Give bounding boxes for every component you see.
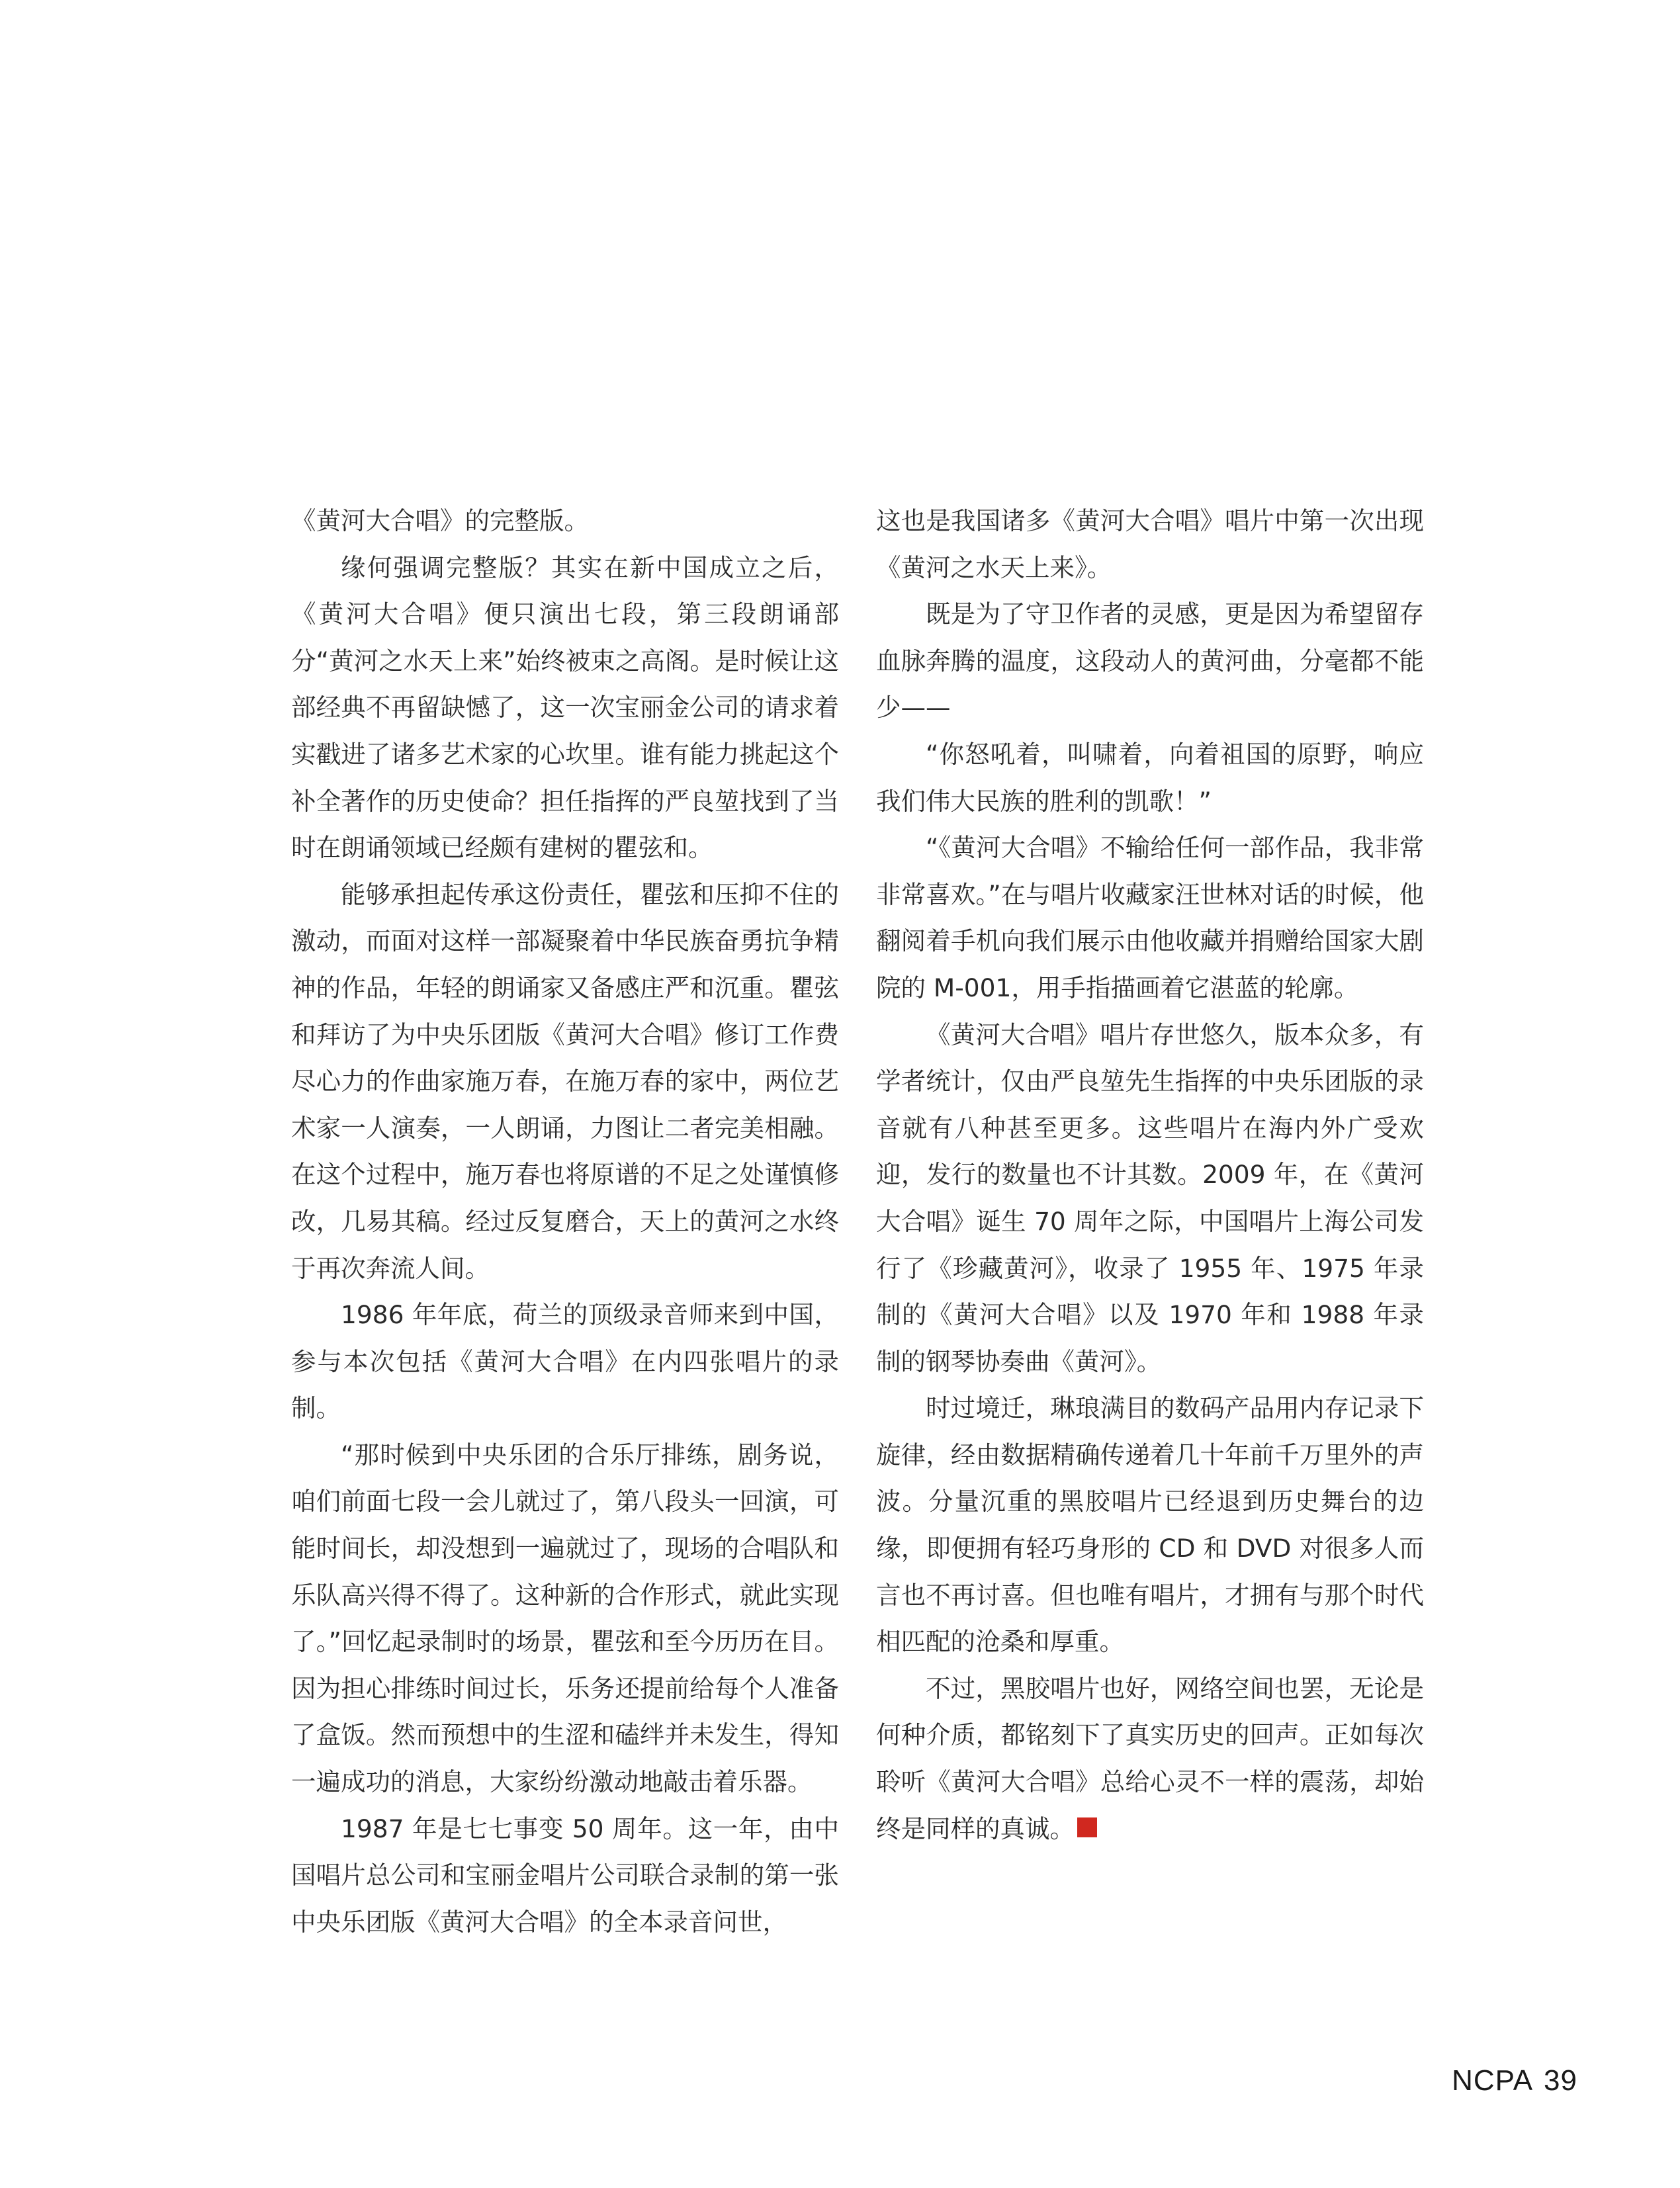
left-column <box>291 498 839 1945</box>
ncpa-end-mark-icon <box>1077 1817 1097 1837</box>
magazine-name: NCPA <box>1452 2064 1534 2097</box>
page-footer <box>1452 2064 1577 2097</box>
left-para-2: 能够承担起传承这份责任，瞿弦和压抑不住的激动，而面对这样一部凝聚着中华民族奋勇抗争精神的作品，年轻的朗诵家又备感庄严和沉重。瞿弦和拜访了为中央乐团版《黄河大合唱》修订工作费尽心力的作曲家施万春，在施万春的家中，两位艺术家一人演奏，一人朗诵，力图让二者完美相融。在这个过程中，施万春也将原谱的不足之处谨慎修改，几易其稿。经过反复磨合，天上的黄河之水终于再次奔流人间。 <box>291 879 839 1283</box>
page-number: 39 <box>1544 2064 1577 2097</box>
left-para-5: 1987 年是七七事变 50 周年。这一年，由中国唱片总公司和宝丽金唱片公司联合录制的第一张中央乐团版《黄河大合唱》的全本录音问世， <box>291 1814 839 1937</box>
right-para-5: 时过境迁，琳琅满目的数码产品用内存记录下旋律，经由数据精确传递着几十年前千万里外的声波。分量沉重的黑胶唱片已经退到历史舞台的边缘，即便拥有轻巧身形的 CD 和 DVD 对很多人而言也不再讨喜。但也唯有唱片，才拥有与那个时代相匹配的沧桑和厚重。 <box>876 1393 1424 1657</box>
left-para-3: 1986 年年底，荷兰的顶级录音师来到中国，参与本次包括《黄河大合唱》在内四张唱片的录制。 <box>291 1300 839 1423</box>
right-para-3: “《黄河大合唱》不输给任何一部作品，我非常非常喜欢。”在与唱片收藏家汪世林对话的时候，他翻阅着手机向我们展示由他收藏并捐赠给国家大剧院的 M-001，用手指描画着它湛蓝的轮廓。 <box>876 833 1424 1002</box>
right-column <box>876 498 1424 1852</box>
left-para-1: 缘何强调完整版？其实在新中国成立之后，《黄河大合唱》便只演出七段，第三段朗诵部分“黄河之水天上来”始终被束之高阁。是时候让这部经典不再留缺憾了，这一次宝丽金公司的请求着实戳进了诸多艺术家的心坎里。谁有能力挑起这个补全著作的历史使命？担任指挥的严良堃找到了当时在朗诵领域已经颇有建树的瞿弦和。 <box>291 552 839 863</box>
right-para-6-text: 不过，黑胶唱片也好，网络空间也罢，无论是何种介质，都铭刻下了真实历史的回声。正如每次聆听《黄河大合唱》总给心灵不一样的震荡，却始终是同样的真诚。 <box>876 1673 1424 1843</box>
right-para-1: 既是为了守卫作者的灵感，更是因为希望留存血脉奔腾的温度，这段动人的黄河曲，分毫都不能少—— <box>876 599 1424 722</box>
right-para-2: “你怒吼着，叫啸着，向着祖国的原野，响应我们伟大民族的胜利的凯歌！” <box>876 739 1424 816</box>
right-para-4: 《黄河大合唱》唱片存世悠久，版本众多，有学者统计，仅由严良堃先生指挥的中央乐团版的录音就有八种甚至更多。这些唱片在海内外广受欢迎，发行的数量也不计其数。2009 年，在《黄河大合唱》诞生 70 周年之际，中国唱片上海公司发行了《珍藏黄河》，收录了 1955 年、1975 年录制的《黄河大合唱》以及 1970 年和 1988 年录制的钢琴协奏曲《黄河》。 <box>876 1020 1424 1376</box>
left-para-4: “那时候到中央乐团的合乐厅排练，剧务说，咱们前面七段一会儿就过了，第八段头一回演，可能时间长，却没想到一遍就过了，现场的合唱队和乐队高兴得不得了。这种新的合作形式，就此实现了。”回忆起录制时的场景，瞿弦和至今历历在目。因为担心排练时间过长，乐务还提前给每个人准备了盒饭。然而预想中的生涩和磕绊并未发生，得知一遍成功的消息，大家纷纷激动地敲击着乐器。 <box>291 1440 839 1797</box>
left-para-0: 《黄河大合唱》的完整版。 <box>291 506 589 535</box>
right-para-0: 这也是我国诸多《黄河大合唱》唱片中第一次出现《黄河之水天上来》。 <box>876 506 1424 582</box>
right-para-6 <box>876 1665 1424 1852</box>
